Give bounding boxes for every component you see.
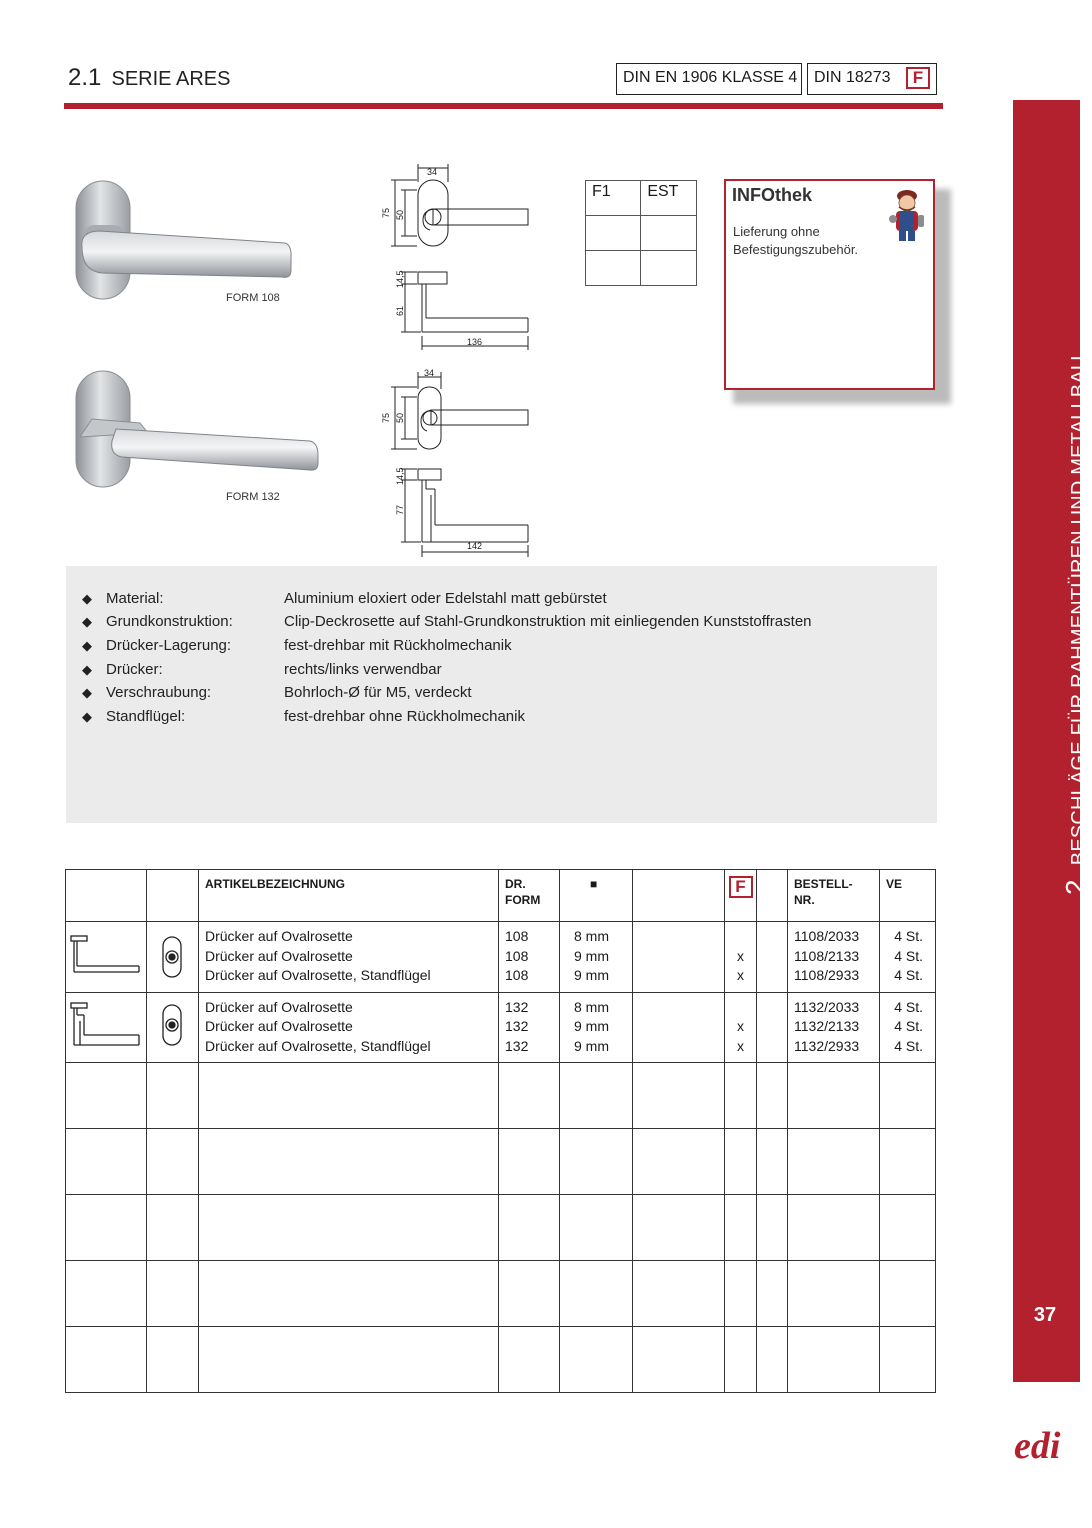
dim-108-length: 136 [467, 337, 483, 347]
empty-cell [199, 1063, 499, 1129]
article-name: Drücker auf Ovalrosette [205, 947, 353, 964]
empty-cell [147, 1129, 199, 1195]
spec-value: rechts/links verwendbar [284, 661, 442, 678]
header-artikelbezeichnung: ARTIKELBEZEICHNUNG [199, 870, 499, 922]
empty-cell [633, 1063, 725, 1129]
empty-cell [147, 1063, 199, 1129]
empty-cell [199, 1261, 499, 1327]
empty-cell [788, 1195, 880, 1261]
article-fire [727, 998, 754, 1018]
empty-cell [725, 1063, 757, 1129]
spec-value: Bohrloch-Ø für M5, verdeckt [284, 684, 472, 701]
article-order-number: 1132/2133 [794, 1018, 860, 1034]
article-ve: 4 St. [894, 928, 923, 944]
header-fire [725, 870, 757, 922]
empty-cell [199, 1327, 499, 1393]
article-fire: x [737, 967, 744, 983]
article-form: 132 [505, 998, 529, 1015]
article-order-number: 1132/2933 [794, 1037, 860, 1054]
diamond-bullet-icon: ◆ [82, 662, 92, 677]
diamond-bullet-icon: ◆ [82, 685, 92, 700]
spec-label: Drücker: [106, 661, 163, 678]
technical-drawing-form-108 [375, 160, 540, 355]
small-table-cell [641, 251, 697, 286]
table-row-empty [66, 1261, 936, 1327]
cell-square [560, 992, 633, 1063]
empty-cell [725, 1195, 757, 1261]
table-row [66, 922, 936, 993]
fire-rating-icon: F [729, 876, 753, 898]
empty-cell [66, 1195, 147, 1261]
spec-label: Standflügel: [106, 708, 186, 725]
small-table-header-f1: F1 [586, 181, 641, 216]
section-title: SERIE ARES [111, 68, 231, 90]
diamond-bullet-icon: ◆ [82, 591, 92, 606]
empty-cell [788, 1327, 880, 1393]
article-name: Drücker auf Ovalrosette, Standflügel [205, 1037, 431, 1054]
empty-cell [725, 1327, 757, 1393]
handle-photo-form-108 [70, 175, 300, 305]
header-cell [757, 870, 788, 922]
dim-132-height-total: 75 [381, 412, 391, 423]
empty-cell [499, 1129, 560, 1195]
article-form: 132 [505, 1018, 529, 1034]
empty-cell [633, 1327, 725, 1393]
empty-cell [199, 1129, 499, 1195]
cell-order [788, 922, 880, 993]
empty-cell [147, 1327, 199, 1393]
empty-cell [199, 1195, 499, 1261]
table-row-empty [66, 1195, 936, 1261]
empty-cell [147, 1261, 199, 1327]
dim-132-projection: 77 [395, 504, 405, 515]
article-square: 9 mm [574, 1037, 609, 1054]
cell-name [199, 922, 499, 993]
empty-cell [880, 1129, 936, 1195]
empty-cell [880, 1327, 936, 1393]
cell-order [788, 992, 880, 1063]
handle-photo-form-132 [70, 367, 320, 492]
cell-form [499, 922, 560, 993]
dim-132-rose-height: 14,5 [395, 467, 405, 485]
empty-cell [757, 1261, 788, 1327]
spec-label: Verschraubung: [106, 684, 212, 701]
dim-108-projection: 61 [395, 305, 405, 316]
article-order-number: 1108/2933 [794, 967, 860, 983]
cell-empty [757, 992, 788, 1063]
header-cell [633, 870, 725, 922]
cell-form [499, 992, 560, 1063]
spec-value: fest-drehbar ohne Rückholmechanik [284, 708, 525, 725]
header-cell [66, 870, 147, 922]
lever-profile-108-icon [66, 922, 146, 986]
article-form: 132 [505, 1037, 529, 1054]
article-table-header [66, 870, 936, 922]
empty-cell [788, 1063, 880, 1129]
article-square: 9 mm [574, 947, 609, 964]
article-ve: 4 St. [894, 967, 923, 983]
empty-cell [66, 1129, 147, 1195]
article-square: 9 mm [574, 1018, 609, 1034]
empty-cell [757, 1129, 788, 1195]
empty-cell [633, 1195, 725, 1261]
empty-cell [880, 1261, 936, 1327]
cell-square [560, 922, 633, 993]
lever-profile-cell [66, 922, 147, 993]
lever-profile-cell [66, 992, 147, 1063]
empty-cell [560, 1261, 633, 1327]
empty-cell [757, 1327, 788, 1393]
article-fire: x [737, 1018, 744, 1034]
chapter-sidebar-label [1013, 100, 1091, 895]
diamond-bullet-icon: ◆ [82, 614, 92, 629]
empty-cell [725, 1261, 757, 1327]
article-ve: 4 St. [894, 998, 923, 1015]
small-table-cell [586, 216, 641, 251]
empty-cell [757, 1063, 788, 1129]
article-fire: x [737, 947, 744, 964]
dim-132-width: 34 [424, 368, 435, 378]
table-row-empty [66, 1063, 936, 1129]
header-dr-form: DR. FORM [499, 870, 560, 922]
article-order-number: 1108/2033 [794, 928, 860, 944]
header-square: ■ [560, 870, 633, 922]
empty-cell [633, 1129, 725, 1195]
dim-132-height-inner: 50 [395, 412, 405, 423]
empty-cell [499, 1327, 560, 1393]
spec-value: fest-drehbar mit Rückholmechanik [284, 637, 512, 654]
cell-empty [757, 922, 788, 993]
article-form: 108 [505, 967, 529, 983]
article-name: Drücker auf Ovalrosette [205, 1018, 353, 1034]
empty-cell [880, 1195, 936, 1261]
cell-empty [633, 992, 725, 1063]
article-form: 108 [505, 928, 529, 944]
chapter-title: BESCHLÄGE FÜR RAHMENTÜREN UND METALLBAU [1068, 355, 1090, 866]
empty-cell [633, 1261, 725, 1327]
empty-cell [560, 1195, 633, 1261]
empty-cell [66, 1261, 147, 1327]
table-row-empty [66, 1327, 936, 1393]
cell-fire [725, 922, 757, 993]
spec-value: Aluminium eloxiert oder Edelstahl matt gebürstet [284, 590, 607, 607]
article-name: Drücker auf Ovalrosette [205, 998, 353, 1015]
empty-cell [788, 1129, 880, 1195]
dim-108-height-inner: 50 [395, 209, 405, 220]
empty-cell [560, 1129, 633, 1195]
cell-ve [880, 922, 936, 993]
header-bestell-nr: BESTELL- NR. [788, 870, 880, 922]
technical-drawing-form-132 [375, 367, 540, 562]
table-row-empty [66, 1129, 936, 1195]
header-cell [147, 870, 199, 922]
dim-108-rose-height: 14,5 [395, 270, 405, 288]
rosette-cell [147, 992, 199, 1063]
diamond-bullet-icon: ◆ [82, 638, 92, 653]
article-fire [727, 927, 754, 947]
standard-badge-din-en-1906: DIN EN 1906 KLASSE 4 [616, 63, 802, 95]
header-ve: VE [880, 870, 936, 922]
cell-empty [633, 922, 725, 993]
oval-rosette-icon [147, 922, 197, 986]
empty-cell [880, 1063, 936, 1129]
standard-din-18273-label: DIN 18273 [814, 69, 891, 86]
small-table-header-est: EST [641, 181, 697, 216]
diamond-bullet-icon: ◆ [82, 709, 92, 724]
table-row [66, 992, 936, 1063]
chapter-number: 2 [1060, 879, 1091, 895]
spec-label: Material: [106, 590, 164, 607]
article-order-number: 1132/2033 [794, 998, 860, 1015]
dim-108-height-total: 75 [381, 207, 391, 218]
empty-cell [560, 1063, 633, 1129]
infothek-box [724, 179, 935, 390]
cell-fire [725, 992, 757, 1063]
spec-label: Drücker-Lagerung: [106, 637, 232, 654]
empty-cell [499, 1195, 560, 1261]
infothek-text: Lieferung ohne Befestigungszubehör. [733, 224, 859, 257]
product-label-form-108: FORM 108 [226, 292, 280, 304]
rosette-cell [147, 922, 199, 993]
empty-cell [757, 1195, 788, 1261]
standard-badge-din-18273 [807, 63, 937, 95]
page-number: 37 [1033, 1304, 1057, 1326]
empty-cell [147, 1195, 199, 1261]
article-ve: 4 St. [894, 947, 923, 964]
infothek-title: INFOthek [732, 185, 813, 205]
specification-panel [66, 566, 937, 823]
section-heading [68, 64, 230, 92]
article-table [65, 869, 936, 1393]
article-square: 8 mm [574, 998, 609, 1015]
header-rule [64, 103, 943, 109]
lever-profile-132-icon [66, 993, 146, 1057]
product-label-form-132: FORM 132 [226, 491, 280, 503]
article-fire: x [737, 1037, 744, 1054]
article-name: Drücker auf Ovalrosette, Standflügel [205, 967, 431, 983]
empty-cell [499, 1063, 560, 1129]
mascot-icon [887, 187, 927, 243]
article-square: 8 mm [574, 928, 609, 944]
empty-cell [725, 1129, 757, 1195]
dim-132-length: 142 [467, 541, 483, 551]
article-name: Drücker auf Ovalrosette [205, 928, 353, 944]
article-ve: 4 St. [894, 1037, 923, 1054]
dim-108-width: 34 [427, 167, 438, 177]
empty-cell [788, 1261, 880, 1327]
spec-value: Clip-Deckrosette auf Stahl-Grundkonstruktion mit einliegenden Kunststoffrasten [284, 613, 812, 630]
article-order-number: 1108/2133 [794, 947, 860, 964]
empty-cell [499, 1261, 560, 1327]
empty-cell [66, 1327, 147, 1393]
empty-cell [66, 1063, 147, 1129]
cell-name [199, 992, 499, 1063]
article-form: 108 [505, 947, 529, 964]
small-table-cell [586, 251, 641, 286]
article-square: 9 mm [574, 967, 609, 983]
fire-standard-table [585, 180, 697, 286]
fire-rating-icon: F [906, 67, 930, 89]
article-ve: 4 St. [894, 1018, 923, 1034]
spec-label: Grundkonstruktion: [106, 613, 233, 630]
oval-rosette-icon [147, 993, 197, 1057]
small-table-cell [641, 216, 697, 251]
brand-logo: edi [1014, 1425, 1061, 1467]
empty-cell [560, 1327, 633, 1393]
cell-ve [880, 992, 936, 1063]
section-number: 2.1 [68, 64, 102, 91]
